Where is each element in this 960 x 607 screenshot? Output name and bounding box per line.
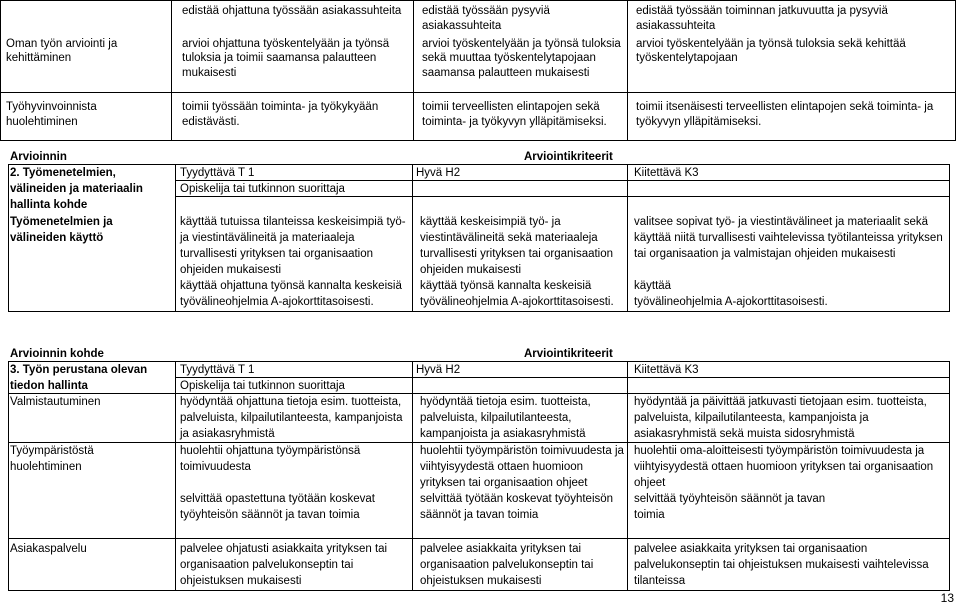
level-t1: Tyydyttävä T 1	[180, 167, 255, 179]
h2-text: käyttää keskeisimpiä työ- ja	[420, 216, 561, 228]
t1-text: palveluista, kilpailutilanteesta, kampanjoista	[180, 412, 403, 424]
h2-text: työvälineohjelmia A-ajokorttitasoisesti.	[420, 296, 614, 308]
t1-text: työvälineohjelmia A-ajokorttitasoisesti.	[180, 296, 374, 308]
h2-text: selvittää työtään koskevat työyhteisön	[420, 493, 614, 505]
k3-text: viihtyisyydestä ottaen huomioon yrityksen tai organisaation	[634, 461, 934, 473]
k3-text: tai organisaation ja valmistajan ohjeiden mukaisesti	[634, 248, 896, 260]
section-title: 2. Työmenetelmien,	[10, 167, 116, 179]
table-rule	[627, 164, 628, 311]
h2-text: säännöt ja tavan toimia	[420, 509, 539, 521]
row-label: Valmistautuminen	[10, 396, 101, 408]
k3-text: toimii itsenäisesti terveellisten elintapojen sekä toiminta- ja	[636, 101, 934, 113]
k3-text: työskentelytapojaan	[636, 52, 738, 64]
section-title: hallinta kohde	[10, 199, 88, 211]
table-rule	[413, 0, 414, 140]
table-rule	[171, 0, 172, 140]
h2-text: asiakassuhteita	[422, 20, 502, 32]
k3-text: arvioi työskentelyään ja työnsä tuloksia sekä kehittää	[636, 38, 906, 50]
k3-text: ohjeet	[634, 477, 666, 489]
t1-text: hyödyntää ohjattuna tietoja esim. tuotteista,	[180, 396, 402, 408]
k3-text: työvälineohjelmia A-ajokorttitasoisesti.	[634, 296, 828, 308]
h2-text: arvioi työskentelyään ja työnsä tuloksia	[422, 38, 621, 50]
t1-text: ja viestintävälineitä ja materiaaleja	[180, 232, 355, 244]
page-number: 13	[940, 591, 954, 605]
t1-text: käyttää tutuissa tilanteissa keskeisimpiä työ-	[180, 216, 406, 228]
level-k3: Kiitettävä K3	[634, 364, 699, 376]
section-header-right: Arviointikriteerit	[524, 348, 613, 360]
section-title: välineiden ja materiaalin	[10, 183, 143, 195]
row-label: Asiakaspalvelu	[10, 543, 87, 555]
table-rule	[8, 361, 9, 590]
row-label: Oman työn arviointi ja	[6, 38, 118, 50]
h2-text: organisaation palvelukonseptin tai	[420, 559, 594, 571]
h2-text: viihtyisyydestä ottaen huomioon	[420, 461, 584, 473]
table-rule	[175, 164, 176, 311]
h2-text: käyttää työnsä kannalta keskeisiä	[420, 280, 592, 292]
h2-text: ohjeistuksen mukaisesti	[420, 575, 542, 587]
table-rule	[8, 538, 950, 539]
h2-text: ohjeiden mukaisesti	[420, 264, 522, 276]
row-label: välineiden käyttö	[10, 232, 104, 244]
table-rule	[0, 92, 956, 93]
t1-text: toimii työssään toiminta- ja työkykyään	[182, 101, 379, 113]
level-k3: Kiitettävä K3	[634, 167, 699, 179]
t1-text: arvioi ohjattuna työskentelyään ja työnsä	[182, 38, 390, 50]
t1-text: ohjeiden mukaisesti	[180, 264, 282, 276]
k3-text: toimia	[634, 509, 665, 521]
table-rule	[412, 164, 413, 311]
h2-text: toiminta- ja työkyvyn ylläpitämiseksi.	[422, 116, 607, 128]
table-rule	[8, 361, 950, 362]
h2-text: edistää työssään pysyviä	[422, 5, 550, 17]
h2-text: yrityksen tai organisaation ohjeet	[420, 477, 588, 489]
table-rule	[175, 196, 950, 197]
table-rule	[949, 361, 950, 590]
h2-text: palveluista, kilpailutilanteesta,	[420, 412, 572, 424]
table-rule	[8, 393, 950, 394]
table-rule	[0, 140, 956, 141]
table-rule	[8, 164, 9, 311]
h2-text: kampanjoista ja asiakasryhmistä	[420, 428, 586, 440]
t1-text: käyttää ohjattuna työnsä kannalta keskeisiä	[180, 280, 402, 292]
t1-text: työyhteisön säännöt ja tavan toimia	[180, 509, 360, 521]
t1-text: ohjeistuksen mukaisesti	[180, 575, 302, 587]
section-title: 3. Työn perustana olevan	[10, 364, 148, 376]
k3-text: käyttää niitä turvallisesti vaihtelevissa työtilanteissa yrityksen	[634, 232, 943, 244]
k3-text: selvittää työyhteisön säännöt ja tavan	[634, 493, 826, 505]
table-rule	[175, 180, 950, 181]
k3-text: edistää työssään toiminnan jatkuvuutta ja pysyviä	[636, 5, 888, 17]
row-label: Työhyvinvoinnista	[6, 101, 97, 113]
table-rule	[175, 361, 176, 590]
table-rule	[0, 0, 956, 1]
h2-text: toimii terveellisten elintapojen sekä	[422, 101, 600, 113]
table-rule	[412, 361, 413, 590]
t1-text: tuloksia ja toimii saamansa palautteen	[182, 52, 377, 64]
h2-text: sekä muuttaa työskentelytapojaan	[422, 52, 596, 64]
k3-text: palvelukonseptin tai ohjeistuksen mukaisesti vaihtelevissa	[634, 559, 929, 571]
k3-text: palveluista, kilpailutilanteesta, kampanjoista ja	[634, 412, 869, 424]
section-header-left: Arvioinnin	[10, 151, 67, 163]
t1-text: palvelee ohjatusti asiakkaita yrityksen tai	[180, 543, 388, 555]
h2-text: saamansa palautteen mukaisesti	[422, 67, 590, 79]
table-rule	[627, 0, 628, 140]
t1-text: edistävästi.	[182, 116, 240, 128]
table-rule	[8, 164, 950, 165]
level-h2: Hyvä H2	[416, 167, 461, 179]
table-rule	[949, 164, 950, 311]
h2-text: palvelee asiakkaita yrityksen tai	[420, 543, 582, 555]
h2-text: huolehtii työympäristön toimivuudesta ja	[420, 445, 624, 457]
k3-text: asiakassuhteita	[636, 20, 716, 32]
k3-text: hyödyntää ja päivittää jatkuvasti tietojaan esim. tuotteista,	[634, 396, 927, 408]
row-label: kehittäminen	[6, 52, 72, 64]
section-note: Opiskelija tai tutkinnon suorittaja	[180, 183, 345, 195]
table-rule	[955, 0, 956, 140]
t1-text: selvittää opastettuna työtään koskevat	[180, 493, 375, 505]
k3-text: käyttää	[634, 280, 672, 292]
t1-text: ja asiakasryhmistä	[180, 428, 275, 440]
section-note: Opiskelija tai tutkinnon suorittaja	[180, 380, 345, 392]
row-label: huolehtiminen	[10, 461, 82, 473]
section-header-left: Arvioinnin kohde	[10, 348, 104, 360]
k3-text: huolehtii oma-aloitteisesti työympäristön toimivuudesta ja	[634, 445, 925, 457]
k3-text: työkyvyn ylläpitämiseksi.	[636, 116, 762, 128]
h2-text: turvallisesti yrityksen tai organisaation	[420, 248, 614, 260]
k3-text: palvelee asiakkaita yrityksen tai organisaation	[634, 543, 868, 555]
row-label: huolehtiminen	[6, 116, 78, 128]
table-rule	[175, 377, 950, 378]
section-title: tiedon hallinta	[10, 380, 88, 392]
k3-text: valitsee sopivat työ- ja viestintävälineet ja materiaalit sekä	[634, 216, 929, 228]
t1-text: edistää ohjattuna työssään asiakassuhteita	[182, 5, 402, 17]
h2-text: hyödyntää tietoja esim. tuotteista,	[420, 396, 591, 408]
t1-text: toimivuudesta	[180, 461, 251, 473]
t1-text: mukaisesti	[182, 67, 237, 79]
row-label: Työympäristöstä	[10, 445, 94, 457]
k3-text: tilanteissa	[634, 575, 686, 587]
table-rule	[8, 590, 950, 591]
table-rule	[0, 0, 1, 140]
k3-text: asiakasryhmistä sekä muista sidosryhmistä	[634, 428, 855, 440]
h2-text: viestintävälineitä sekä materiaaleja	[420, 232, 598, 244]
table-rule	[627, 361, 628, 590]
table-rule	[8, 311, 950, 312]
level-h2: Hyvä H2	[416, 364, 461, 376]
table-rule	[8, 442, 950, 443]
row-label: Työmenetelmien ja	[10, 216, 113, 228]
t1-text: turvallisesti yrityksen tai organisaation	[180, 248, 374, 260]
t1-text: organisaation palvelukonseptin tai	[180, 559, 354, 571]
level-t1: Tyydyttävä T 1	[180, 364, 255, 376]
section-header-right: Arviointikriteerit	[524, 151, 613, 163]
t1-text: huolehtii ohjattuna työympäristönsä	[180, 445, 361, 457]
